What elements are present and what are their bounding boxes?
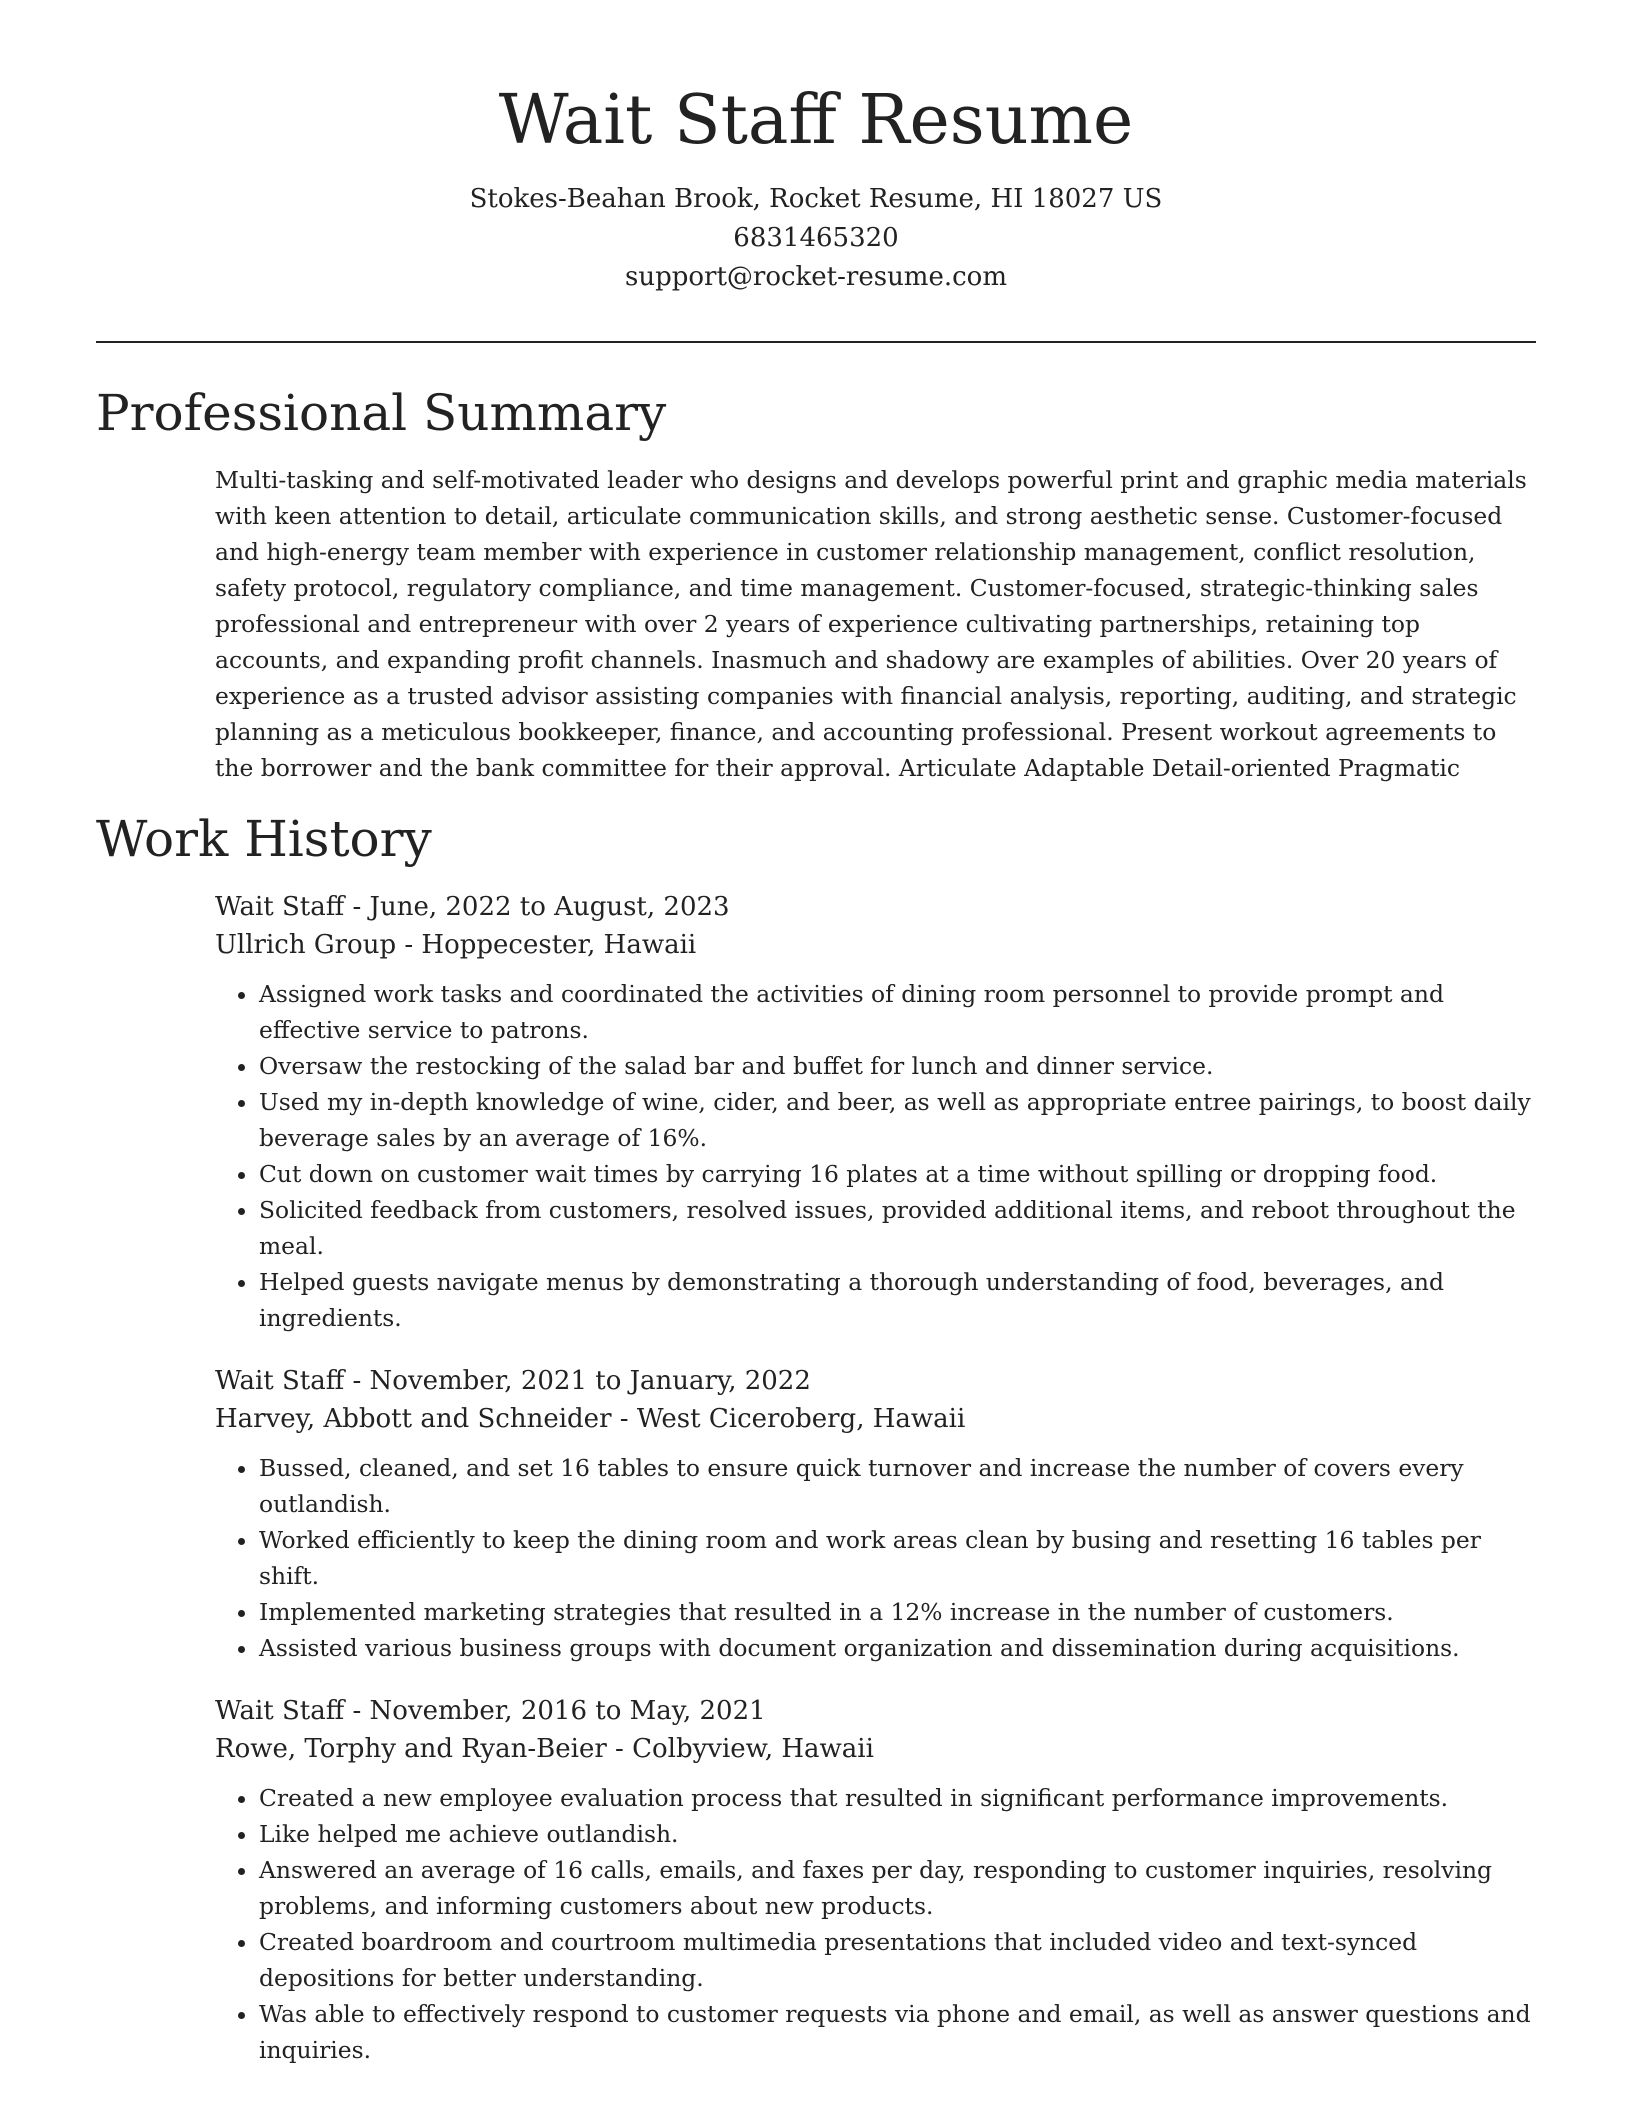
job-bullet: • Assigned work tasks and coordinated the activities of dining room personnel to provide prompt and effective service to patrons. [259,976,1540,1048]
resume-header [0,0,1632,297]
job-bullet: • Helped guests navigate menus by demonstrating a thorough understanding of food, beverages, and ingredients. [259,1264,1540,1336]
contact-phone: 6831465320 [733,222,899,253]
job-company: Harvey, Abbott and Schneider [215,1404,612,1434]
job-location: - West Ciceroberg, Hawaii [611,1404,966,1434]
job-bullet: • Used my in-depth knowledge of wine, cider, and beer, as well as appropriate entree pairings, to boost daily beverage sales by an average of 16%. [259,1084,1540,1156]
job-location: - Hoppecester, Hawaii [396,930,697,960]
summary-heading: Professional Summary [96,384,667,442]
job-company-line [215,1400,1540,1438]
job-entry [215,888,1540,1336]
job-bullets [215,976,1540,1336]
job-title: Wait Staff [215,1366,345,1396]
job-company: Ullrich Group [215,930,397,960]
job-title-line [215,1362,1540,1400]
resume-title: Wait Staff Resume [498,81,1134,160]
job-entry [215,1692,1540,2068]
contact-email: support@rocket-resume.com [624,261,1007,292]
job-dates: - June, 2022 to August, 2023 [344,892,730,922]
contact-block [0,180,1632,297]
job-title: Wait Staff [215,892,345,922]
job-bullet: • Created a new employee evaluation process that resulted in significant performance improvements. [259,1780,1540,1816]
job-bullet: • Implemented marketing strategies that resulted in a 12% increase in the number of customers. [259,1594,1540,1630]
job-dates: - November, 2021 to January, 2022 [344,1366,811,1396]
job-title-line [215,1692,1540,1730]
job-bullet: • Created boardroom and courtroom multimedia presentations that included video and text-synced depositions for better understanding. [259,1924,1540,1996]
job-location: - Colbyview, Hawaii [606,1734,874,1764]
job-bullet: • Oversaw the restocking of the salad bar and buffet for lunch and dinner service. [259,1048,1540,1084]
job-bullet: • Cut down on customer wait times by carrying 16 plates at a time without spilling or dropping food. [259,1156,1540,1192]
job-company-line [215,926,1540,964]
job-bullet: • Like helped me achieve outlandish. [259,1816,1540,1852]
contact-address: Stokes-Beahan Brook, Rocket Resume, HI 18027 US [469,183,1163,214]
job-title: Wait Staff [215,1696,345,1726]
job-company-line [215,1730,1540,1768]
work-history-list [215,888,1540,2094]
job-company: Rowe, Torphy and Ryan-Beier [215,1734,607,1764]
job-title-line [215,888,1540,926]
job-bullets [215,1780,1540,2068]
work-history-heading: Work History [96,810,432,868]
job-bullet: • Answered an average of 16 calls, emails, and faxes per day, responding to customer inquiries, resolving problems, and informing customers about new products. [259,1852,1540,1924]
job-dates: - November, 2016 to May, 2021 [344,1696,766,1726]
job-entry [215,1362,1540,1666]
summary-text: Multi-tasking and self-motivated leader who designs and develops powerful print and graphic media materials with keen attention to detail, articulate communication skills, and strong aesthetic sense. Customer-focused and high-energy team member with experience in customer relationship management, conflict resolution, safety protocol, regulatory compliance, and time management. Customer-focused, strategic-thinking sales professional and entrepreneur with over 2 years of experience cultivating partnerships, retaining top accounts, and expanding profit channels. Inasmuch and shadowy are examples of abilities. Over 20 years of experience as a trusted advisor assisting companies with financial analysis, reporting, auditing, and strategic planning as a meticulous bookkeeper, finance, and accounting professional. Present workout agreements to the borrower and the bank committee for their approval. Articulate Adaptable Detail-oriented Pragmatic [215,466,1527,782]
job-bullet: • Assisted various business groups with document organization and dissemination during acquisitions. [259,1630,1540,1666]
job-bullet: • Worked efficiently to keep the dining room and work areas clean by busing and resetting 16 tables per shift. [259,1522,1540,1594]
job-bullet: • Solicited feedback from customers, resolved issues, provided additional items, and reboot throughout the meal. [259,1192,1540,1264]
job-bullet: • Was able to effectively respond to customer requests via phone and email, as well as answer questions and inquiries. [259,1996,1540,2068]
job-bullets [215,1450,1540,1666]
job-bullet: • Bussed, cleaned, and set 16 tables to ensure quick turnover and increase the number of covers every outlandish. [259,1450,1540,1522]
header-divider [96,341,1536,343]
